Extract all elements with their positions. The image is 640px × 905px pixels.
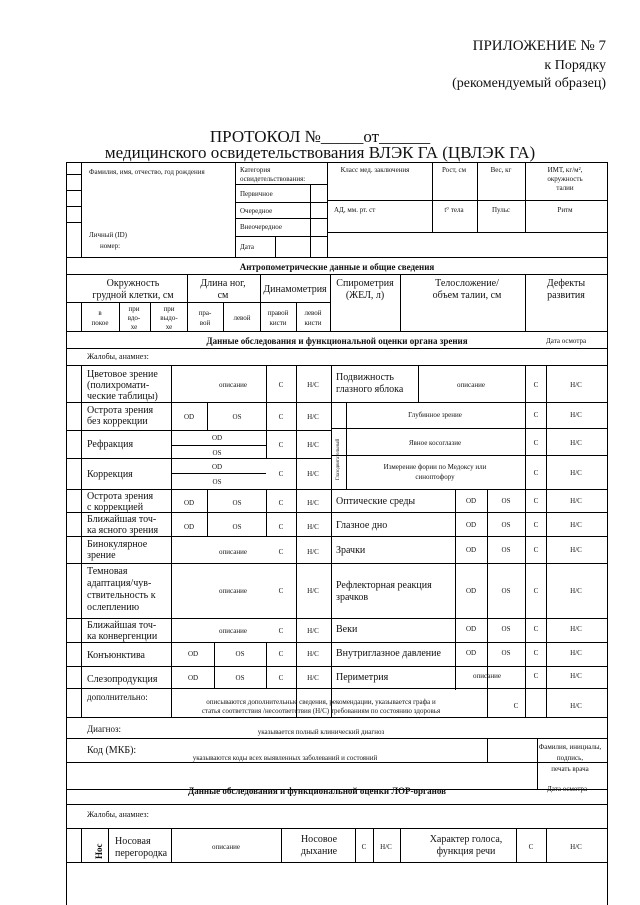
convergence-label-2: ка конвергенции — [87, 631, 158, 642]
rest-label-2: покое — [91, 319, 109, 327]
fundus-os: OS — [501, 521, 511, 529]
dyna-label: Динамометрия — [263, 284, 327, 295]
iop-c: С — [533, 649, 539, 657]
near-point-c: С — [278, 523, 284, 531]
ent-complaints: Жалобы, анамнез: — [87, 810, 149, 819]
acuity-os: OS — [232, 413, 242, 421]
optic-c: С — [533, 497, 539, 505]
rest-label-1: в — [98, 309, 102, 317]
color-vision-nc: Н/С — [307, 381, 319, 389]
defects-label-2: развития — [547, 290, 585, 301]
acuity-corr-nc: Н/С — [307, 499, 319, 507]
eye-motor-label: Глазодвигательный — [336, 438, 341, 480]
category-label-1: Категория — [240, 166, 271, 174]
conjunctiva-nc: Н/С — [307, 650, 319, 658]
convergence-nc: Н/С — [307, 627, 319, 635]
septum-label-2: перегородка — [115, 848, 168, 859]
icd-code-note: указываются коды всех выявленных заболеваний и состояний — [192, 754, 378, 762]
dark-description: описание — [219, 587, 247, 595]
near-point-os: OS — [232, 523, 242, 531]
acuity-corr-label-1: Острота зрения — [87, 491, 154, 502]
category-regular: Очередное — [240, 207, 273, 215]
perimetry-label: Периметрия — [336, 672, 389, 683]
correction-c: С — [278, 470, 284, 478]
stereo-nc: Н/С — [570, 411, 582, 419]
tears-os: OS — [235, 674, 245, 682]
reflex-label-2: зрачков — [336, 592, 369, 603]
fundus-c: С — [533, 521, 539, 529]
acuity-c: С — [278, 413, 284, 421]
voice-nc: Н/С — [570, 843, 582, 851]
doctor-sign-1: Фамилия, инициалы, — [538, 743, 602, 751]
defects-label-1: Дефекты — [546, 278, 586, 289]
additional-note-1: описываются дополнительные сведения, рекомендации, указывается графа и — [206, 698, 436, 706]
inhale-label-2: вдо- — [127, 314, 141, 322]
reflex-c: С — [533, 587, 539, 595]
icd-code-label: Код (МКБ): — [87, 745, 137, 756]
reflex-label-1: Рефлекторная реакция — [336, 580, 432, 591]
perimetry-nc: Н/С — [570, 672, 582, 680]
pupils-od: OD — [465, 546, 477, 554]
fundus-od: OD — [465, 521, 477, 529]
pupils-os: OS — [501, 546, 511, 554]
stereo-label: Глубинное зрение — [408, 411, 462, 419]
ent-exam-date: Дата осмотра — [547, 785, 588, 793]
additional-c: С — [513, 702, 519, 710]
category-extra: Внеочередное — [240, 223, 282, 231]
tears-label: Слезопродукция — [87, 674, 158, 685]
mobility-c: С — [533, 381, 539, 389]
dark-label-4: ослеплению — [87, 602, 140, 613]
rhythm-label: Ритм — [557, 206, 573, 214]
voice-label-1: Характер голоса, — [429, 834, 503, 845]
body-label-2: объем талии, см — [432, 290, 502, 301]
diagnosis-note: указывается полный клинический диагноз — [257, 728, 385, 736]
voice-c: С — [528, 843, 534, 851]
appendix-number: ПРИЛОЖЕНИЕ № 7 — [472, 38, 606, 54]
optic-nc: Н/С — [570, 497, 582, 505]
additional-label: дополнительно: — [87, 692, 148, 702]
pupils-nc: Н/С — [570, 546, 582, 554]
acuity-corr-os: OS — [232, 499, 242, 507]
breathing-label-2: дыхание — [300, 846, 338, 857]
iop-nc: Н/С — [570, 649, 582, 657]
vision-exam-date: Дата осмотра — [546, 337, 587, 345]
squint-label: Явное косоглазие — [408, 439, 462, 447]
pupils-label: Зрачки — [336, 545, 366, 556]
correction-od: OD — [211, 463, 223, 471]
legs-label-1: Длина ног, — [200, 278, 246, 289]
color-vision-label-1: Цветовое зрение — [87, 369, 158, 380]
mobility-label-1: Подвижность — [336, 372, 394, 383]
refraction-c: С — [278, 441, 284, 449]
refraction-label: Рефракция — [87, 439, 134, 450]
protocol-form — [66, 162, 608, 905]
additional-nc: Н/С — [570, 702, 582, 710]
maddox-label-2: синоптофору — [415, 473, 455, 481]
vision-complaints: Жалобы, анамнез: — [87, 352, 149, 361]
conjunctiva-c: С — [278, 650, 284, 658]
optic-label: Оптические среды — [336, 496, 416, 507]
doctor-sign-3: печать врача — [551, 765, 589, 773]
conjunctiva-os: OS — [235, 650, 245, 658]
inhale-label-3: хе — [130, 323, 138, 331]
category-label-2: освидетельствования: — [240, 175, 306, 183]
protocol-subtitle: медицинского освидетельствования ВЛЭК ГА (ЦВЛЭК ГА) — [104, 143, 536, 162]
maddox-nc: Н/С — [570, 469, 582, 477]
appendix-order: к Порядку — [544, 58, 606, 73]
squint-c: С — [533, 439, 539, 447]
exhale-label-3: хе — [165, 323, 173, 331]
dark-label-3: ствительность к — [87, 590, 156, 601]
refraction-os: OS — [212, 449, 222, 457]
bmi-label-1: ИМТ, кг/м², — [547, 166, 583, 174]
nose-label: Нос — [94, 843, 104, 859]
reflex-nc: Н/С — [570, 587, 582, 595]
chest-label-2: грудной клетки, см — [92, 290, 174, 301]
stereo-c: С — [533, 411, 539, 419]
tears-c: С — [278, 674, 284, 682]
breathing-c: С — [361, 843, 367, 851]
ent-section-title: Данные обследования и функциональной оценки ЛОР-органов — [188, 786, 446, 796]
conjunctiva-label: Конъюнктива — [87, 650, 145, 661]
iop-label: Внутриглазное давление — [336, 648, 441, 659]
voice-label-2: функция речи — [436, 846, 496, 857]
refraction-od: OD — [211, 434, 223, 442]
spiro-label-2: (ЖЕЛ, л) — [345, 290, 385, 301]
acuity-nc: Н/С — [307, 413, 319, 421]
squint-nc: Н/С — [570, 439, 582, 447]
convergence-description: описание — [219, 627, 247, 635]
iop-os: OS — [501, 649, 511, 657]
diagnosis-label: Диагноз: — [87, 724, 122, 734]
perimetry-c: С — [533, 672, 539, 680]
tears-od: OD — [187, 674, 199, 682]
breathing-nc: Н/С — [380, 843, 392, 851]
near-point-label-1: Ближайшая точ- — [87, 514, 157, 525]
binocular-label-2: зрение — [87, 550, 116, 561]
bmi-label-2: окружность — [547, 175, 583, 183]
hand-left-label-1: левой — [304, 309, 322, 317]
med-class-label: Класс мед. заключения — [340, 166, 410, 174]
correction-os: OS — [212, 478, 222, 486]
acuity-corr-od: OD — [183, 499, 195, 507]
dark-label-2: адаптация/чув- — [87, 578, 152, 589]
color-vision-description: описание — [219, 381, 247, 389]
septum-description: описание — [212, 843, 240, 851]
reflex-os: OS — [501, 587, 511, 595]
conjunctiva-od: OD — [187, 650, 199, 658]
near-point-nc: Н/С — [307, 523, 319, 531]
near-point-label-2: ка ясного зрения — [87, 525, 159, 536]
eyelids-label: Веки — [336, 624, 358, 635]
acuity-corr-c: С — [278, 499, 284, 507]
correction-nc: Н/С — [307, 470, 319, 478]
bmi-label-3: талии — [556, 184, 574, 192]
hand-left-label-2: кисти — [304, 319, 322, 327]
chest-label-1: Окружность — [106, 278, 160, 289]
septum-label-1: Носовая — [115, 836, 151, 847]
temp-label: t° тела — [444, 206, 464, 214]
acuity-corr-label-2: с коррекцией — [87, 502, 144, 513]
binocular-nc: Н/С — [307, 548, 319, 556]
color-vision-label-3: ческие таблицы) — [87, 391, 158, 402]
doctor-sign-2: подпись, — [556, 754, 584, 762]
mobility-label-2: глазного яблока — [336, 384, 404, 395]
vision-section-title: Данные обследования и функциональной оценки органа зрения — [206, 336, 468, 346]
id-number-label: номер: — [100, 242, 121, 250]
leg-right-label-1: пра- — [198, 309, 212, 317]
hand-right-label-2: кисти — [269, 319, 287, 327]
mobility-description: описание — [457, 381, 485, 389]
inhale-label-1: при — [128, 305, 140, 313]
protocol-title: ПРОТОКОЛ №_____от______ — [209, 127, 431, 146]
acuity-od: OD — [183, 413, 195, 421]
additional-note-2: статья соответствия /несоответствия (Н/С) требованиям по состоянию здоровья — [201, 707, 441, 715]
eyelids-os: OS — [501, 625, 511, 633]
maddox-c: С — [533, 469, 539, 477]
bp-label: АД, мм. рт. ст — [334, 206, 376, 214]
exhale-label-2: выдо- — [160, 314, 178, 322]
convergence-c: С — [278, 627, 284, 635]
height-label: Рост, см — [441, 166, 467, 174]
id-label: Личный (ID) — [89, 231, 128, 239]
dark-label-1: Темновая — [87, 566, 128, 577]
leg-left-label: левой — [233, 314, 251, 322]
breathing-label-1: Носовое — [300, 834, 338, 845]
hand-right-label-1: правой — [267, 309, 289, 317]
fio-label: Фамилия, имя, отчество, год рождения — [89, 168, 205, 176]
pupils-c: С — [533, 546, 539, 554]
fundus-nc: Н/С — [570, 521, 582, 529]
convergence-label-1: Ближайшая точ- — [87, 620, 157, 631]
weight-label: Вес, кг — [490, 166, 512, 174]
exhale-label-1: при — [163, 305, 175, 313]
date-label: Дата — [240, 243, 254, 251]
correction-label: Коррекция — [87, 469, 133, 480]
eyelids-nc: Н/С — [570, 625, 582, 633]
near-point-od: OD — [183, 523, 195, 531]
maddox-label-1: Измерение фории по Медоксу или — [383, 463, 487, 471]
body-label-1: Телосложение/ — [435, 278, 499, 289]
optic-od: OD — [465, 497, 477, 505]
legs-label-2: см — [217, 290, 229, 301]
refraction-nc: Н/С — [307, 441, 319, 449]
reflex-od: OD — [465, 587, 477, 595]
category-primary: Первичное — [240, 190, 273, 198]
optic-os: OS — [501, 497, 511, 505]
tears-nc: Н/С — [307, 674, 319, 682]
iop-od: OD — [465, 649, 477, 657]
spiro-label-1: Спирометрия — [336, 278, 394, 289]
eyelids-c: С — [533, 625, 539, 633]
perimetry-description: описание — [473, 672, 501, 680]
pulse-label: Пульс — [491, 206, 511, 214]
binocular-description: описание — [219, 548, 247, 556]
acuity-label-2: без коррекции — [87, 416, 148, 427]
dark-c: С — [278, 587, 284, 595]
mobility-nc: Н/С — [570, 381, 582, 389]
binocular-c: С — [278, 548, 284, 556]
fundus-label: Глазное дно — [336, 520, 388, 531]
anthro-section-title: Антропометрические данные и общие сведения — [239, 262, 435, 272]
eyelids-od: OD — [465, 625, 477, 633]
leg-right-label-2: вой — [199, 319, 211, 327]
color-vision-c: С — [278, 381, 284, 389]
binocular-label-1: Бинокулярное — [87, 539, 148, 550]
appendix-note: (рекомендуемый образец) — [452, 76, 606, 91]
dark-nc: Н/С — [307, 587, 319, 595]
color-vision-label-2: (полихромати- — [87, 380, 150, 391]
acuity-label-1: Острота зрения — [87, 405, 154, 416]
